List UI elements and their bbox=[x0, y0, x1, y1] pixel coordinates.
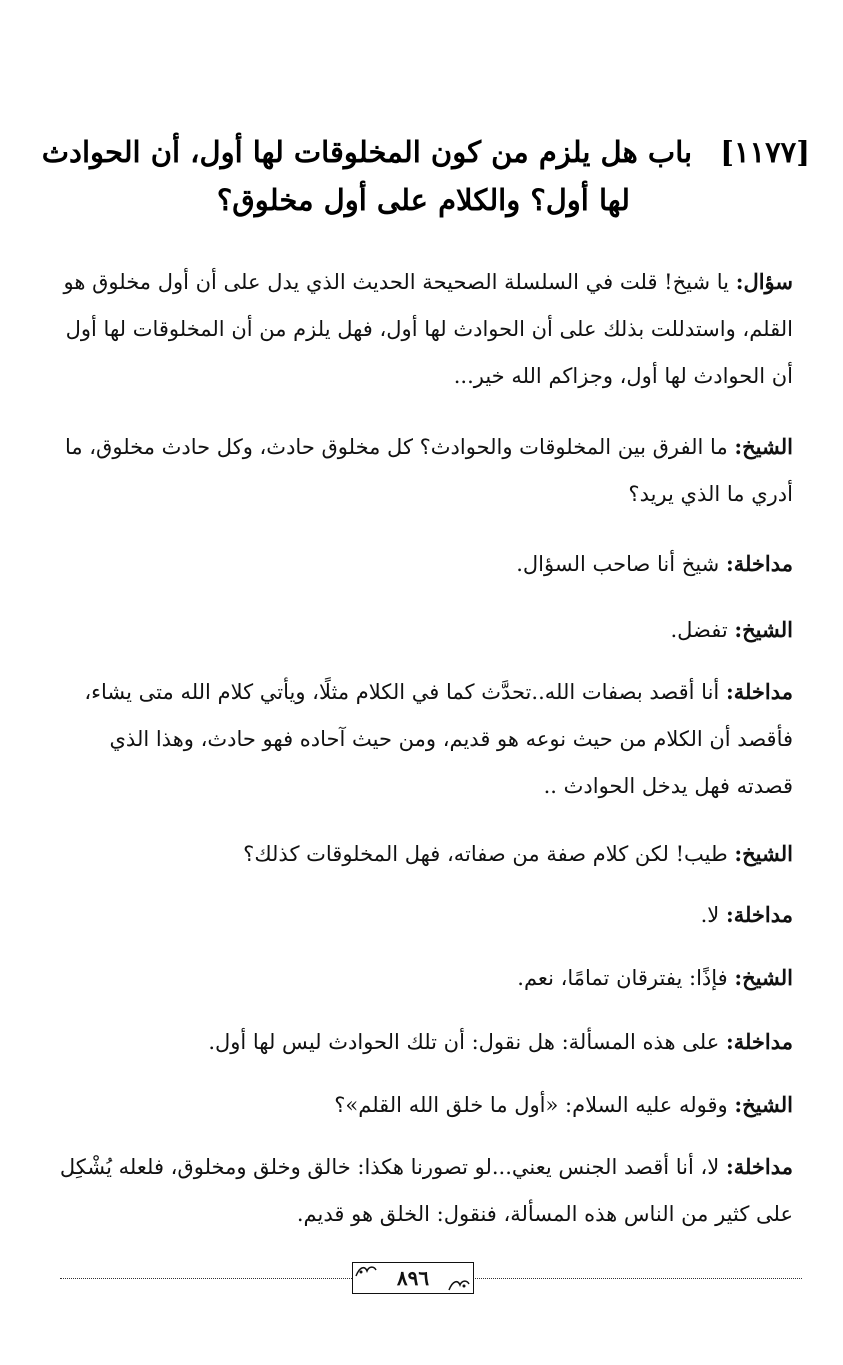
chapter-heading bbox=[40, 128, 810, 224]
paragraph-text: لا، أنا أقصد الجنس يعني...لو تصورنا هكذا: خالق وخلق ومخلوق، فلعله يُشْكِل على كثير من الناس هذه المسألة، فنقول: الخلق هو قديم. bbox=[59, 1155, 793, 1226]
interjection-paragraph bbox=[48, 540, 793, 588]
paragraph-text: شيخ أنا صاحب السؤال. bbox=[516, 552, 726, 576]
interjection-paragraph bbox=[48, 1018, 793, 1066]
interjection-paragraph bbox=[48, 891, 793, 939]
ornament-icon bbox=[448, 1278, 470, 1292]
chapter-number: [١١٧٧] bbox=[720, 135, 810, 169]
paragraph-text: طيب! لكن كلام صفة من صفاته، فهل المخلوقات كذلك؟ bbox=[243, 842, 735, 866]
paragraph-text: وقوله عليه السلام: «أول ما خلق الله القلم»؟ bbox=[334, 1093, 735, 1117]
speaker-label: مداخلة: bbox=[725, 902, 793, 927]
sheikh-answer-paragraph bbox=[48, 423, 793, 518]
footer-rule-left bbox=[60, 1278, 352, 1279]
paragraph-text: على هذه المسألة: هل نقول: أن تلك الحوادث ليس لها أول. bbox=[208, 1030, 726, 1054]
chapter-title-line-2: لها أول؟ والكلام على أول مخلوق؟ bbox=[216, 183, 630, 217]
paragraph-text: فإذًا: يفترقان تمامًا، نعم. bbox=[517, 966, 735, 990]
sheikh-answer-paragraph bbox=[48, 1081, 793, 1129]
ornament-icon bbox=[355, 1264, 377, 1278]
speaker-label: الشيخ: bbox=[734, 434, 793, 459]
footer-rule-right bbox=[472, 1278, 802, 1279]
speaker-label: مداخلة: bbox=[725, 679, 793, 704]
question-paragraph bbox=[48, 258, 793, 400]
interjection-paragraph bbox=[48, 668, 793, 810]
interjection-paragraph bbox=[48, 1143, 793, 1238]
chapter-title-line-1: باب هل يلزم من كون المخلوقات لها أول، أن الحوادث bbox=[41, 135, 693, 169]
speaker-label: مداخلة: bbox=[725, 1029, 793, 1054]
speaker-label: الشيخ: bbox=[734, 1092, 793, 1117]
paragraph-text: تفضل. bbox=[670, 618, 735, 642]
speaker-label: الشيخ: bbox=[734, 841, 793, 866]
paragraph-text: أنا أقصد بصفات الله..تحدَّث كما في الكلام مثلًا، ويأتي كلام الله متى يشاء، فأقصد أن الكلام من حيث نوعه هو قديم، ومن حيث آحاده فهو حادث، وهذا الذي قصدته فهل يدخل الحوادث .. bbox=[84, 680, 793, 798]
speaker-label: الشيخ: bbox=[734, 617, 793, 642]
speaker-label: سؤال: bbox=[735, 269, 793, 294]
paragraph-text: ما الفرق بين المخلوقات والحوادث؟ كل مخلوق حادث، وكل حادث مخلوق، ما أدري ما الذي يريد؟ bbox=[64, 435, 793, 506]
paragraph-text: لا. bbox=[700, 903, 726, 927]
speaker-label: الشيخ: bbox=[734, 965, 793, 990]
sheikh-answer-paragraph bbox=[48, 830, 793, 878]
page-number: ٨٩٦ bbox=[396, 1266, 430, 1290]
paragraph-text: يا شيخ! قلت في السلسلة الصحيحة الحديث الذي يدل على أن أول مخلوق هو القلم، واستدللت بذلك على أن الحوادث لها أول، فهل يلزم من أن المخلوقات لها أول أن الحوادث لها أول، وجزاكم الله خير... bbox=[63, 270, 793, 388]
sheikh-answer-paragraph bbox=[48, 606, 793, 654]
speaker-label: مداخلة: bbox=[725, 551, 793, 576]
sheikh-answer-paragraph bbox=[48, 954, 793, 1002]
speaker-label: مداخلة: bbox=[725, 1154, 793, 1179]
